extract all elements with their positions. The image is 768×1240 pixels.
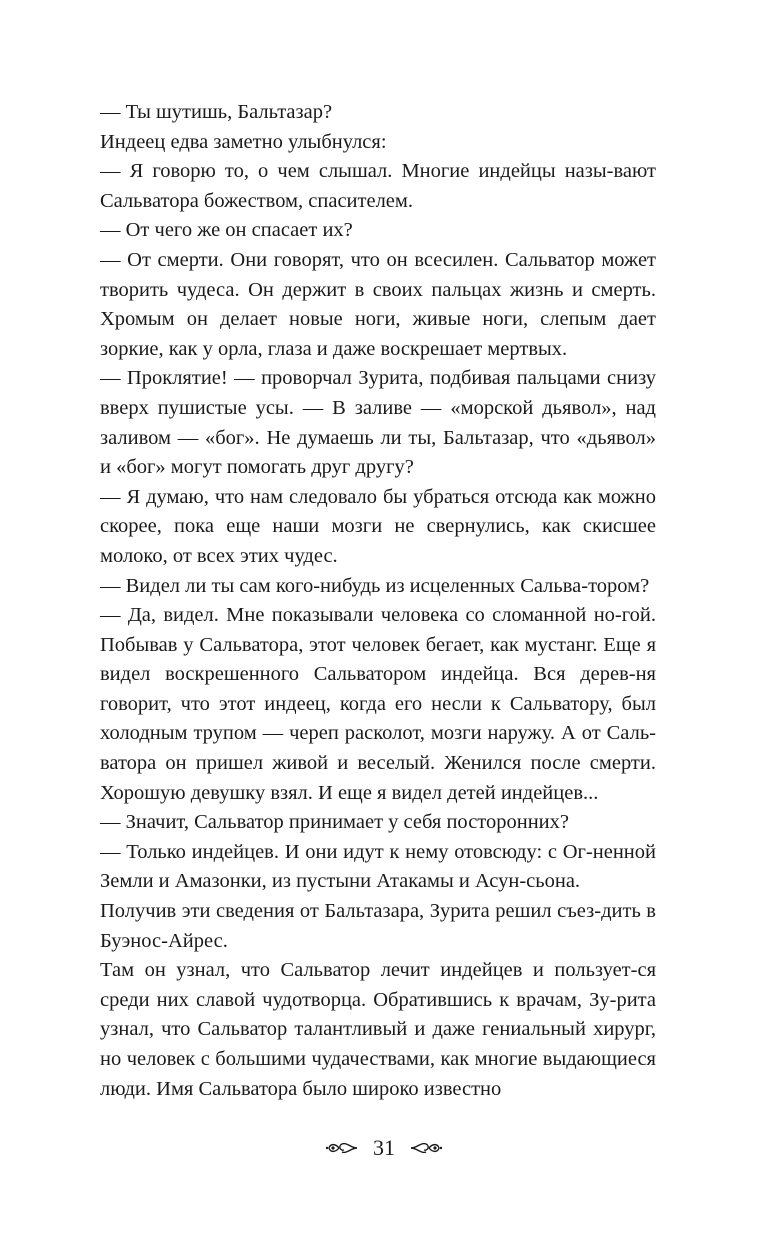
paragraph-11: — Только индейцев. И они идут к нему отовсюду: с Ог-ненной Земли и Амазонки, из пустыни Атакамы и Асун-сьона. (100, 840, 656, 893)
paragraph-7: — Я думаю, что нам следовало бы убраться отсюда как можно скорее, пока еще наши мозги не свернулись, как скисшее молоко, от всех этих чудес. (100, 485, 656, 567)
paragraph-12: Получив эти сведения от Бальтазара, Зурита решил съез-дить в Буэнос-Айрес. (100, 900, 656, 952)
paragraph-2: Индеец едва заметно улыбнулся: (100, 130, 387, 153)
flourish-ornament-left-icon (325, 1137, 359, 1159)
page-number: 31 (373, 1135, 395, 1160)
paragraph-1: — Ты шутишь, Бальтазар? (100, 101, 333, 123)
paragraph-9: — Да, видел. Мне показывали человека со сломанной но-гой. Побывав у Сальватора, этот человек бегает, как мустанг. Еще я видел воскрешенного Сальватором индейца. Вся дерев-ня говорит, что этот индеец, когда его несли к Сальватору, был холодным трупом — череп расколот, мозги наружу. А от Саль-ватора он пришел живой и веселый. Женился после смерти. Хорошую девушку взял. И еще я видел детей индейцев... (100, 604, 656, 804)
page-footer (0, 1128, 768, 1168)
flourish-ornament-right-icon (409, 1137, 443, 1159)
paragraph-3: — Я говорю то, о чем слышал. Многие индейцы назы-вают Сальватора божеством, спасителем. (100, 160, 656, 212)
paragraph-8: — Видел ли ты сам кого-нибудь из исцеленных Сальва-тором? (100, 574, 650, 597)
paragraph-5: — От смерти. Они говорят, что он всесилен. Сальватор может творить чудеса. Он держит в своих пальцах жизнь и смерть. Хромым он делает новые ноги, живые ноги, слепым дает зоркие, как у орла, глаза и даже воскрешает мертвых. (100, 248, 656, 360)
paragraph-13: Там он узнал, что Сальватор лечит индейцев и пользует-ся среди них славой чудотворца. Обратившись к врачам, Зу-рита узнал, что Сальватор талантливый и даже гениальный хирург, но человек с большими чудачествами, как многие выдающиеся люди. Имя Сальватора было широко известно (100, 959, 656, 1100)
paragraph-10: — Значит, Сальватор принимает у себя посторонних? (100, 811, 569, 834)
paragraph-6: — Проклятие! — проворчал Зурита, подбивая пальцами снизу вверх пушистые усы. — В заливе — «морской дьявол», над заливом — «бог». Не думаешь ли ты, Бальтазар, что «дьявол» и «бог» могут помогать друг другу? (100, 367, 656, 479)
page-body (100, 98, 656, 1104)
paragraph-4: — От чего же он спасает их? (100, 219, 353, 242)
